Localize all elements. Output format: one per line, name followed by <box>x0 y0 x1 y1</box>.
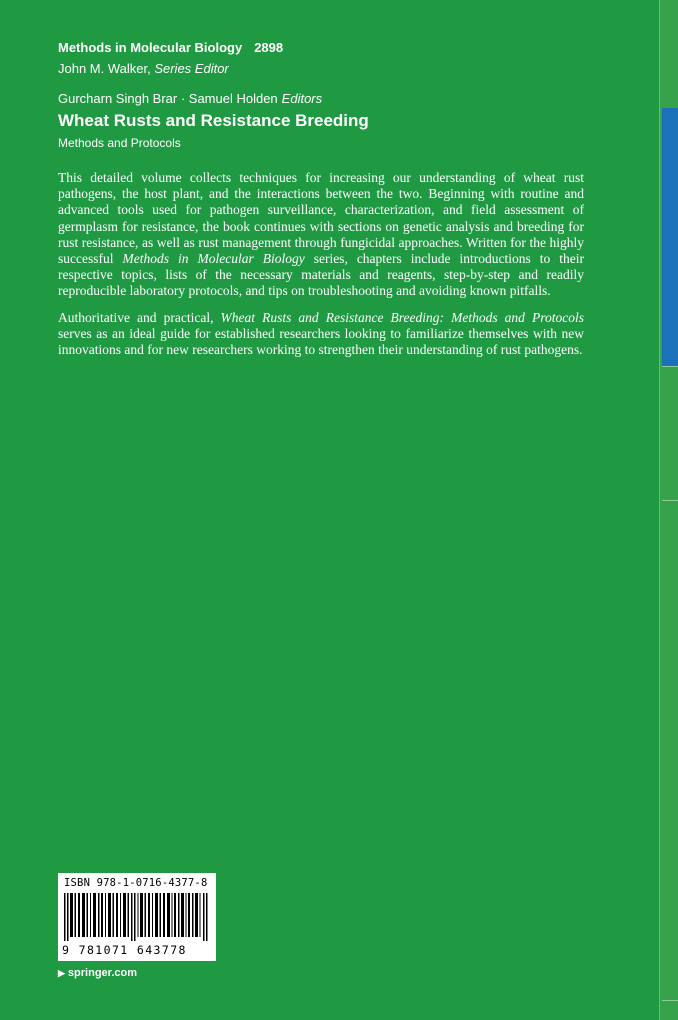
spine-tick <box>662 1000 678 1001</box>
book-subtitle: Methods and Protocols <box>58 136 181 150</box>
blurb-paragraph-1 <box>58 170 584 300</box>
publisher-link[interactable] <box>58 967 137 979</box>
book-title: Wheat Rusts and Resistance Breeding <box>58 111 369 130</box>
publisher-url: springer.com <box>67 967 137 979</box>
series-editor-role: Series Editor <box>154 61 229 76</box>
blurb-title-italic: Wheat Rusts and Resistance Breeding: Methods and Protocols <box>220 309 584 325</box>
blurb-text: This detailed volume collects techniques for increasing our understanding of wheat rust pathogens, the host plant, and the interactions between the two. Beginning with routine and advanced tools used for pathogen surveillance, characterization, and field assessment of germplasm for resistance, the book continues with sections on genetic analysis and breeding for rust resistance, as well as rust management through fungicidal approaches. Written for the highly successful <box>58 170 584 267</box>
blurb-text: Authoritative and practical, <box>58 309 221 325</box>
spine-blue-band <box>662 108 678 366</box>
blurb-text: series, chapters include introductions to their respective topics, lists of the necessary materials and reagents, step-by-step and readily reproducible laboratory protocols, and tips on troubleshooting and avoiding known pitfalls. <box>58 251 585 299</box>
series-number: 2898 <box>254 40 284 55</box>
editor-names: Gurcharn Singh Brar · Samuel Holden <box>58 91 278 106</box>
series-line <box>58 40 283 55</box>
series-editor-line <box>58 61 229 76</box>
series-name: Methods in Molecular Biology <box>58 40 243 55</box>
editors-line <box>58 91 322 106</box>
barcode-icon <box>64 893 210 941</box>
blurb-paragraph-2 <box>58 310 584 359</box>
editors-role: Editors <box>281 91 323 106</box>
blurb-series-italic: Methods in Molecular Biology <box>122 251 305 267</box>
series-editor-name: John M. Walker, <box>58 61 155 76</box>
spine-tick <box>662 500 678 501</box>
barcode-box <box>58 873 216 961</box>
spine-tick <box>662 366 678 367</box>
blurb-text: serves as an ideal guide for established researchers looking to familiarize themselves with new innovations and for new researchers working to strengthen their understanding of rust pathogens. <box>58 325 584 358</box>
blurb <box>58 170 584 368</box>
triangle-right-icon: ▶ <box>58 968 65 978</box>
isbn-label: ISBN 978-1-0716-4377-8 <box>64 877 208 889</box>
barcode-digits: 9 781071 643778 <box>62 943 187 957</box>
